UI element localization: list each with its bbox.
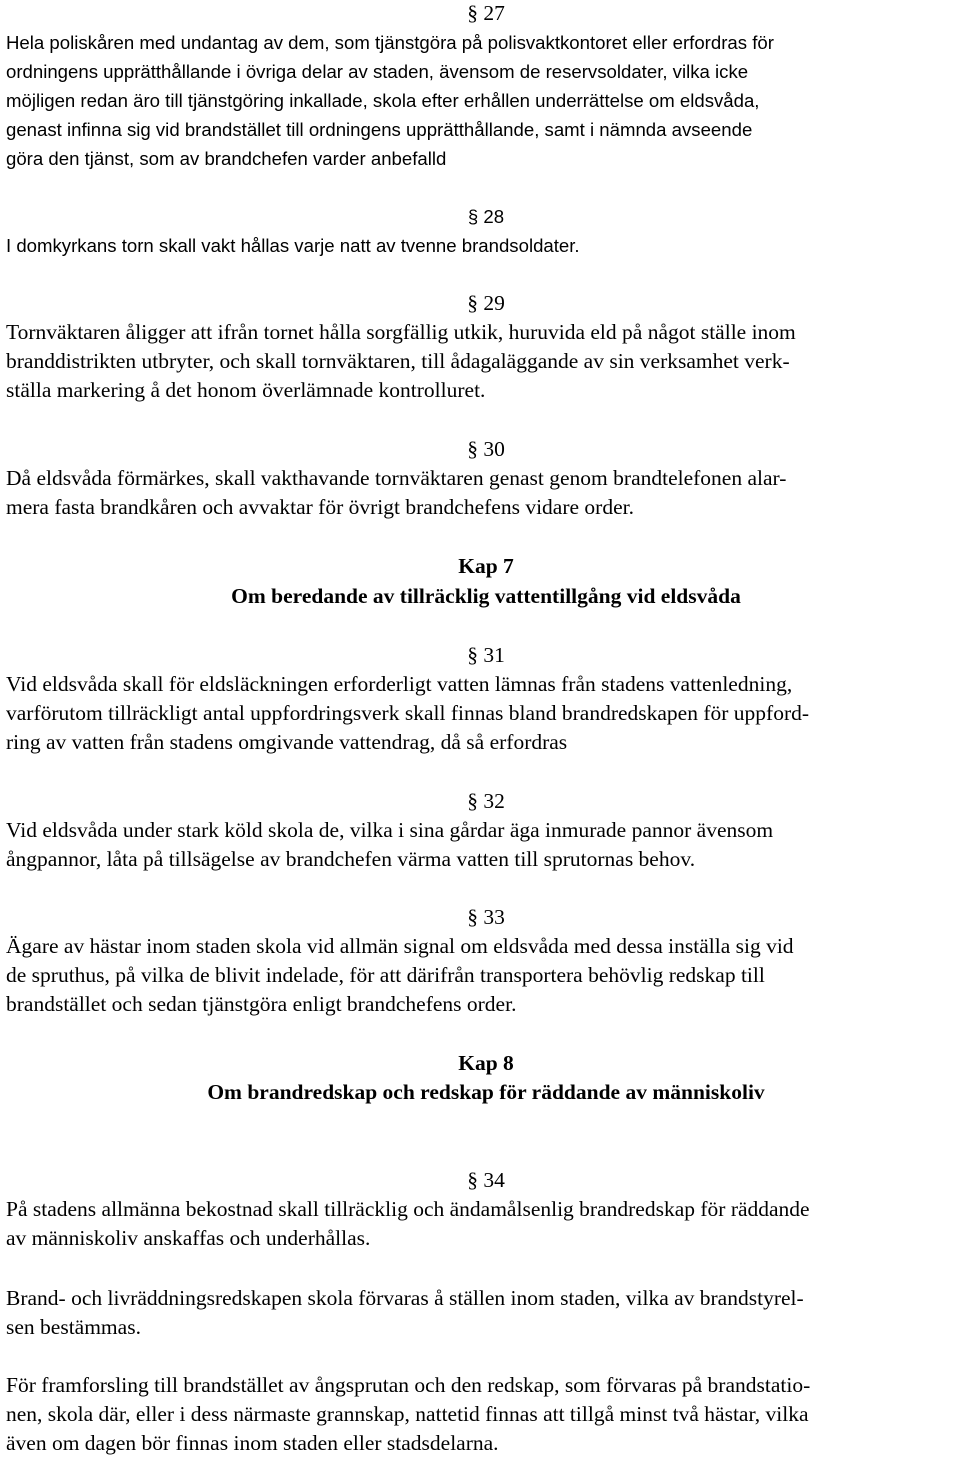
section-27-line-1: Hela poliskåren med undantag av dem, som tjänstgöra på polisvaktkontoret eller erfordras för bbox=[6, 32, 774, 53]
section-31-line-1: Vid eldsvåda skall för eldsläckningen erforderligt vatten lämnas från stadens vattenledning, bbox=[6, 672, 793, 696]
section-number-33: § 33 bbox=[467, 905, 505, 929]
section-29-line-3: ställa markering å det honom överlämnade kontrolluret. bbox=[6, 378, 486, 402]
section-number-31: § 31 bbox=[467, 643, 505, 667]
section-27-line-2: ordningens upprätthållande i övriga delar av staden, ävensom de reservsoldater, vilka icke bbox=[6, 61, 749, 82]
chapter-7-label: Kap 7 bbox=[458, 554, 514, 578]
section-33-line-3: brandstället och sedan tjänstgöra enligt brandchefens order. bbox=[6, 992, 517, 1016]
section-number-30: § 30 bbox=[467, 437, 505, 461]
section-32-line-1: Vid eldsvåda under stark köld skola de, vilka i sina gårdar äga inmurade pannor ävensom bbox=[6, 818, 774, 842]
section-34-line-1: På stadens allmänna bekostnad skall tillräcklig och ändamålsenlig brandredskap för räddande bbox=[6, 1197, 810, 1221]
section-number-27: § 27 bbox=[467, 1, 505, 25]
section-27-line-4: genast infinna sig vid brandstället till ordningens upprätthållande, samt i nämnda avseende bbox=[6, 119, 753, 140]
paragraph-2-line-3: även om dagen bör finnas inom staden eller stadsdelarna. bbox=[6, 1431, 499, 1455]
section-number-34: § 34 bbox=[467, 1168, 505, 1192]
section-28-line-1: I domkyrkans torn skall vakt hållas varje natt av tvenne brandsoldater. bbox=[6, 235, 580, 256]
paragraph-2-line-2: nen, skola där, eller i dess närmaste grannskap, nattetid finnas att tillgå minst två hästar, vilka bbox=[6, 1402, 809, 1426]
section-30-line-2: mera fasta brandkåren och avvaktar för övrigt brandchefens vidare order. bbox=[6, 495, 634, 519]
paragraph-2-line-1: För framforsling till brandstället av ångsprutan och den redskap, som förvaras på brandstatio- bbox=[6, 1373, 811, 1397]
section-number-29: § 29 bbox=[467, 291, 505, 315]
section-30-line-1: Då eldsvåda förmärkes, skall vakthavande tornväktaren genast genom brandtelefonen alar- bbox=[6, 466, 787, 490]
section-29-line-2: branddistrikten utbryter, och skall tornväktaren, till ådagaläggande av sin verksamhet verk- bbox=[6, 349, 790, 373]
chapter-7-title: Om beredande av tillräcklig vattentillgång vid eldsvåda bbox=[231, 584, 741, 608]
chapter-8-label: Kap 8 bbox=[458, 1051, 514, 1075]
section-27-line-3: möjligen redan äro till tjänstgöring inkallade, skola efter erhållen underrättelse om eldsvåda, bbox=[6, 90, 760, 111]
section-33-line-1: Ägare av hästar inom staden skola vid allmän signal om eldsvåda med dessa inställa sig vid bbox=[6, 934, 794, 958]
section-31-line-3: ring av vatten från stadens omgivande vattendrag, då så erfordras bbox=[6, 730, 568, 754]
section-27-line-5: göra den tjänst, som av brandchefen varder anbefalld bbox=[6, 148, 447, 169]
chapter-8-title: Om brandredskap och redskap för räddande av människoliv bbox=[207, 1080, 765, 1104]
section-34-line-2: av människoliv anskaffas och underhållas. bbox=[6, 1226, 371, 1250]
paragraph-1-line-1: Brand- och livräddningsredskapen skola förvaras å ställen inom staden, vilka av brandstyrel- bbox=[6, 1286, 804, 1310]
section-31-line-2: varförutom tillräckligt antal uppfordringsverk skall finnas bland brandredskapen för uppford- bbox=[6, 701, 810, 725]
section-29-line-1: Tornväktaren åligger att ifrån tornet hålla sorgfällig utkik, huruvida eld på något ställe inom bbox=[6, 320, 796, 344]
paragraph-1-line-2: sen bestämmas. bbox=[6, 1315, 141, 1339]
section-number-32: § 32 bbox=[467, 789, 505, 813]
section-32-line-2: ångpannor, låta på tillsägelse av brandchefen värma vatten till sprutornas behov. bbox=[6, 847, 696, 871]
section-number-28: § 28 bbox=[467, 206, 505, 227]
section-33-line-2: de spruthus, på vilka de blivit indelade, för att därifrån transportera behövlig redskap till bbox=[6, 963, 765, 987]
